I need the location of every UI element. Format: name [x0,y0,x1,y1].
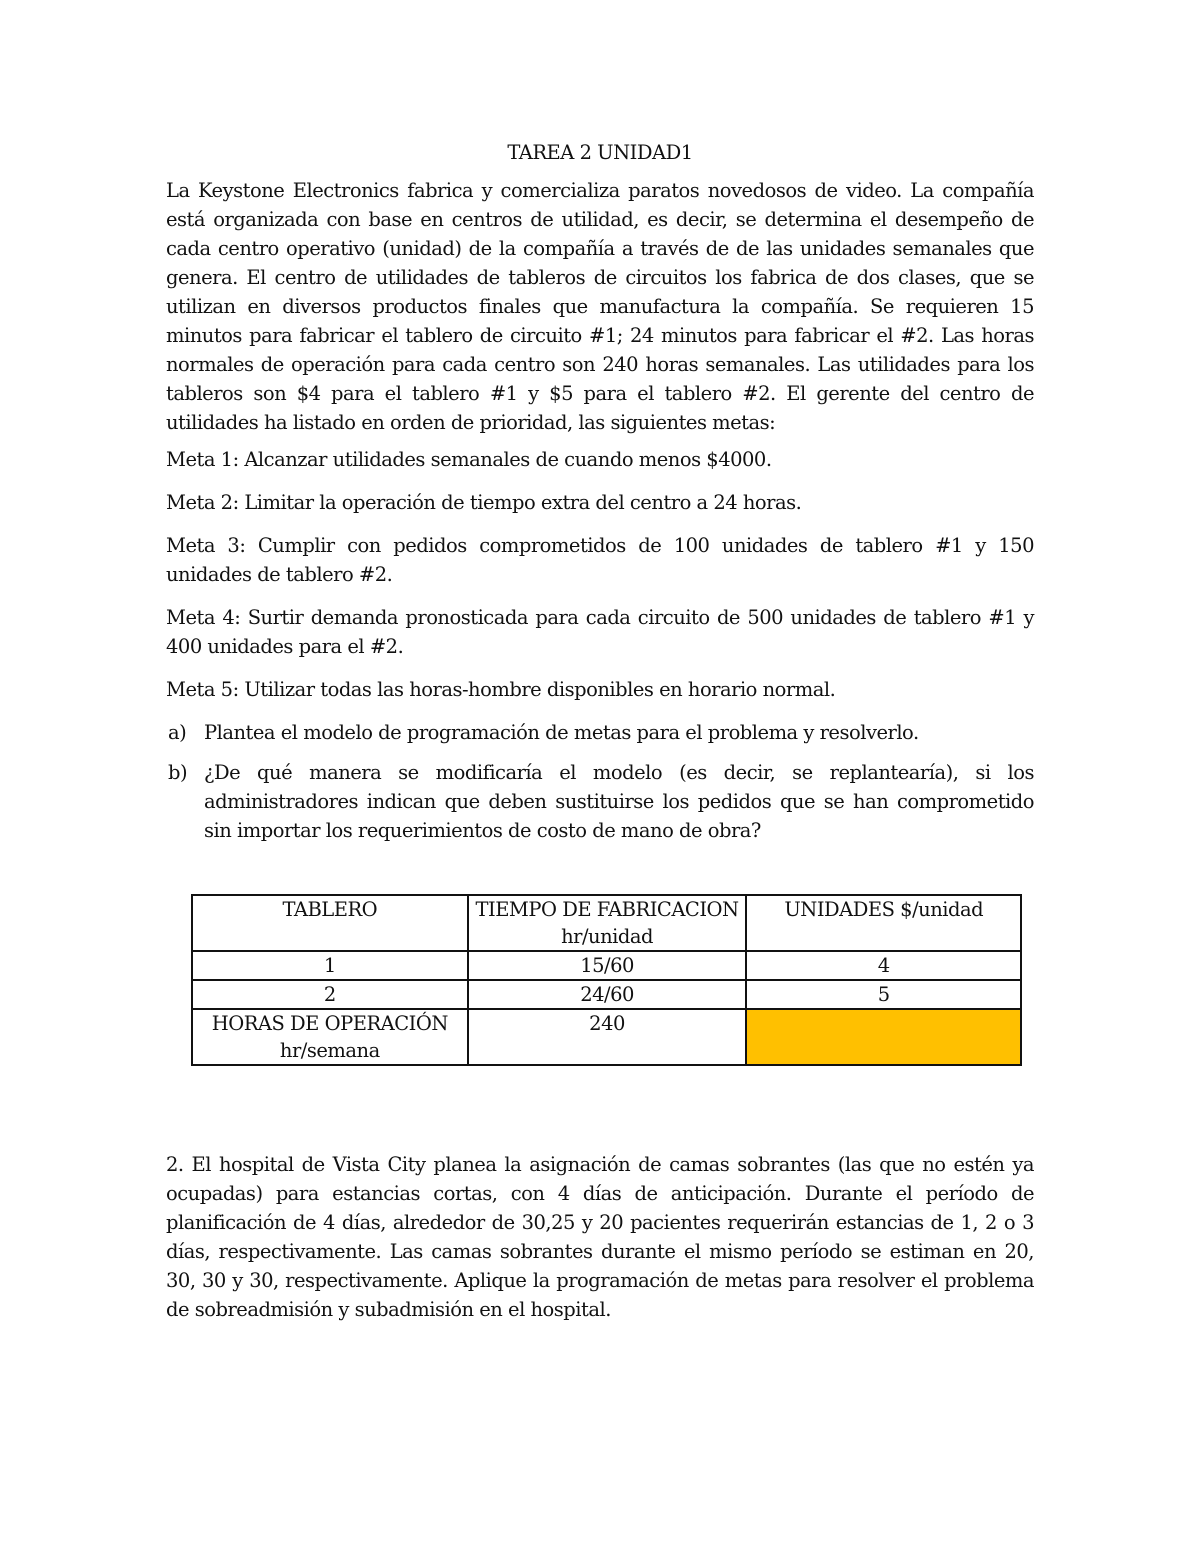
hours-label-cell: HORAS DE OPERACIÓN hr/semana [192,1009,468,1065]
production-table [191,894,1022,1066]
table-row [192,951,1021,980]
table-row-hours [192,1009,1021,1065]
goal-1: Meta 1: Alcanzar utilidades semanales de cuando menos $4000. [166,448,772,471]
question-list [166,718,1034,845]
question-a [166,718,1034,747]
goal-3: Meta 3: Cumplir con pedidos comprometidos de 100 unidades de tablero #1 y 150 unidades de tablero #2. [166,534,1034,586]
document-page [166,138,1034,856]
table-cell: 4 [746,951,1021,980]
question-marker: b) [168,761,188,784]
question-b [166,758,1034,845]
highlighted-empty-cell [746,1009,1021,1065]
question-text: ¿De qué manera se modificaría el modelo (es decir, se replantearía), si los administradores indican que deben sustituirse los pedidos que se han comprometido sin importar los requerimientos de costo de mano de obra? [204,761,1034,842]
table-cell: 5 [746,980,1021,1009]
table-cell: 15/60 [468,951,747,980]
table-cell: 24/60 [468,980,747,1009]
intro-paragraph: La Keystone Electronics fabrica y comercializa paratos novedosos de video. La compañía está organizada con base en centros de utilidad, es decir, se determina el desempeño de cada centro operativo (unidad) de la compañía a través de de las unidades semanales que genera. El centro de utilidades de tableros de circuitos los fabrica de dos clases, que se utilizan en diversos productos finales que manufactura la compañía. Se requieren 15 minutos para fabricar el tablero de circuito #1; 24 minutos para fabricar el #2. Las horas normales de operación para cada centro son 240 horas semanales. Las utilidades para los tableros son $4 para el tablero #1 y $5 para el tablero #2. El gerente del centro de utilidades ha listado en orden de prioridad, las siguientes metas: [166,179,1034,434]
goal-5: Meta 5: Utilizar todas las horas-hombre disponibles en horario normal. [166,678,836,701]
problem-2-paragraph: 2. El hospital de Vista City planea la asignación de camas sobrantes (las que no estén ya ocupadas) para estancias cortas, con 4 días de anticipación. Durante el período de planificación de 4 días, alrededor de 30,25 y 20 pacientes requerirán estancias de 1, 2 o 3 días, respectivamente. Las camas sobrantes durante el mismo período se estiman en 20, 30, 30 y 30, respectivamente. Aplique la programación de metas para resolver el problema de sobreadmisión y subadmisión en el hospital. [166,1153,1034,1321]
table-header-cell: TABLERO [192,895,468,951]
table-cell: 2 [192,980,468,1009]
hours-value-cell: 240 [468,1009,747,1065]
question-text: Plantea el modelo de programación de metas para el problema y resolverlo. [204,721,919,744]
question-marker: a) [168,721,187,744]
goal-2: Meta 2: Limitar la operación de tiempo extra del centro a 24 horas. [166,491,802,514]
table-header-cell: UNIDADES $/unidad [746,895,1021,951]
goal-4: Meta 4: Surtir demanda pronosticada para cada circuito de 500 unidades de tablero #1 y 400 unidades para el #2. [166,606,1034,658]
table-row [192,980,1021,1009]
table-header-cell: TIEMPO DE FABRICACION hr/unidad [468,895,747,951]
table-cell: 1 [192,951,468,980]
page-title: TAREA 2 UNIDAD1 [507,141,693,164]
table-header-row [192,895,1021,951]
